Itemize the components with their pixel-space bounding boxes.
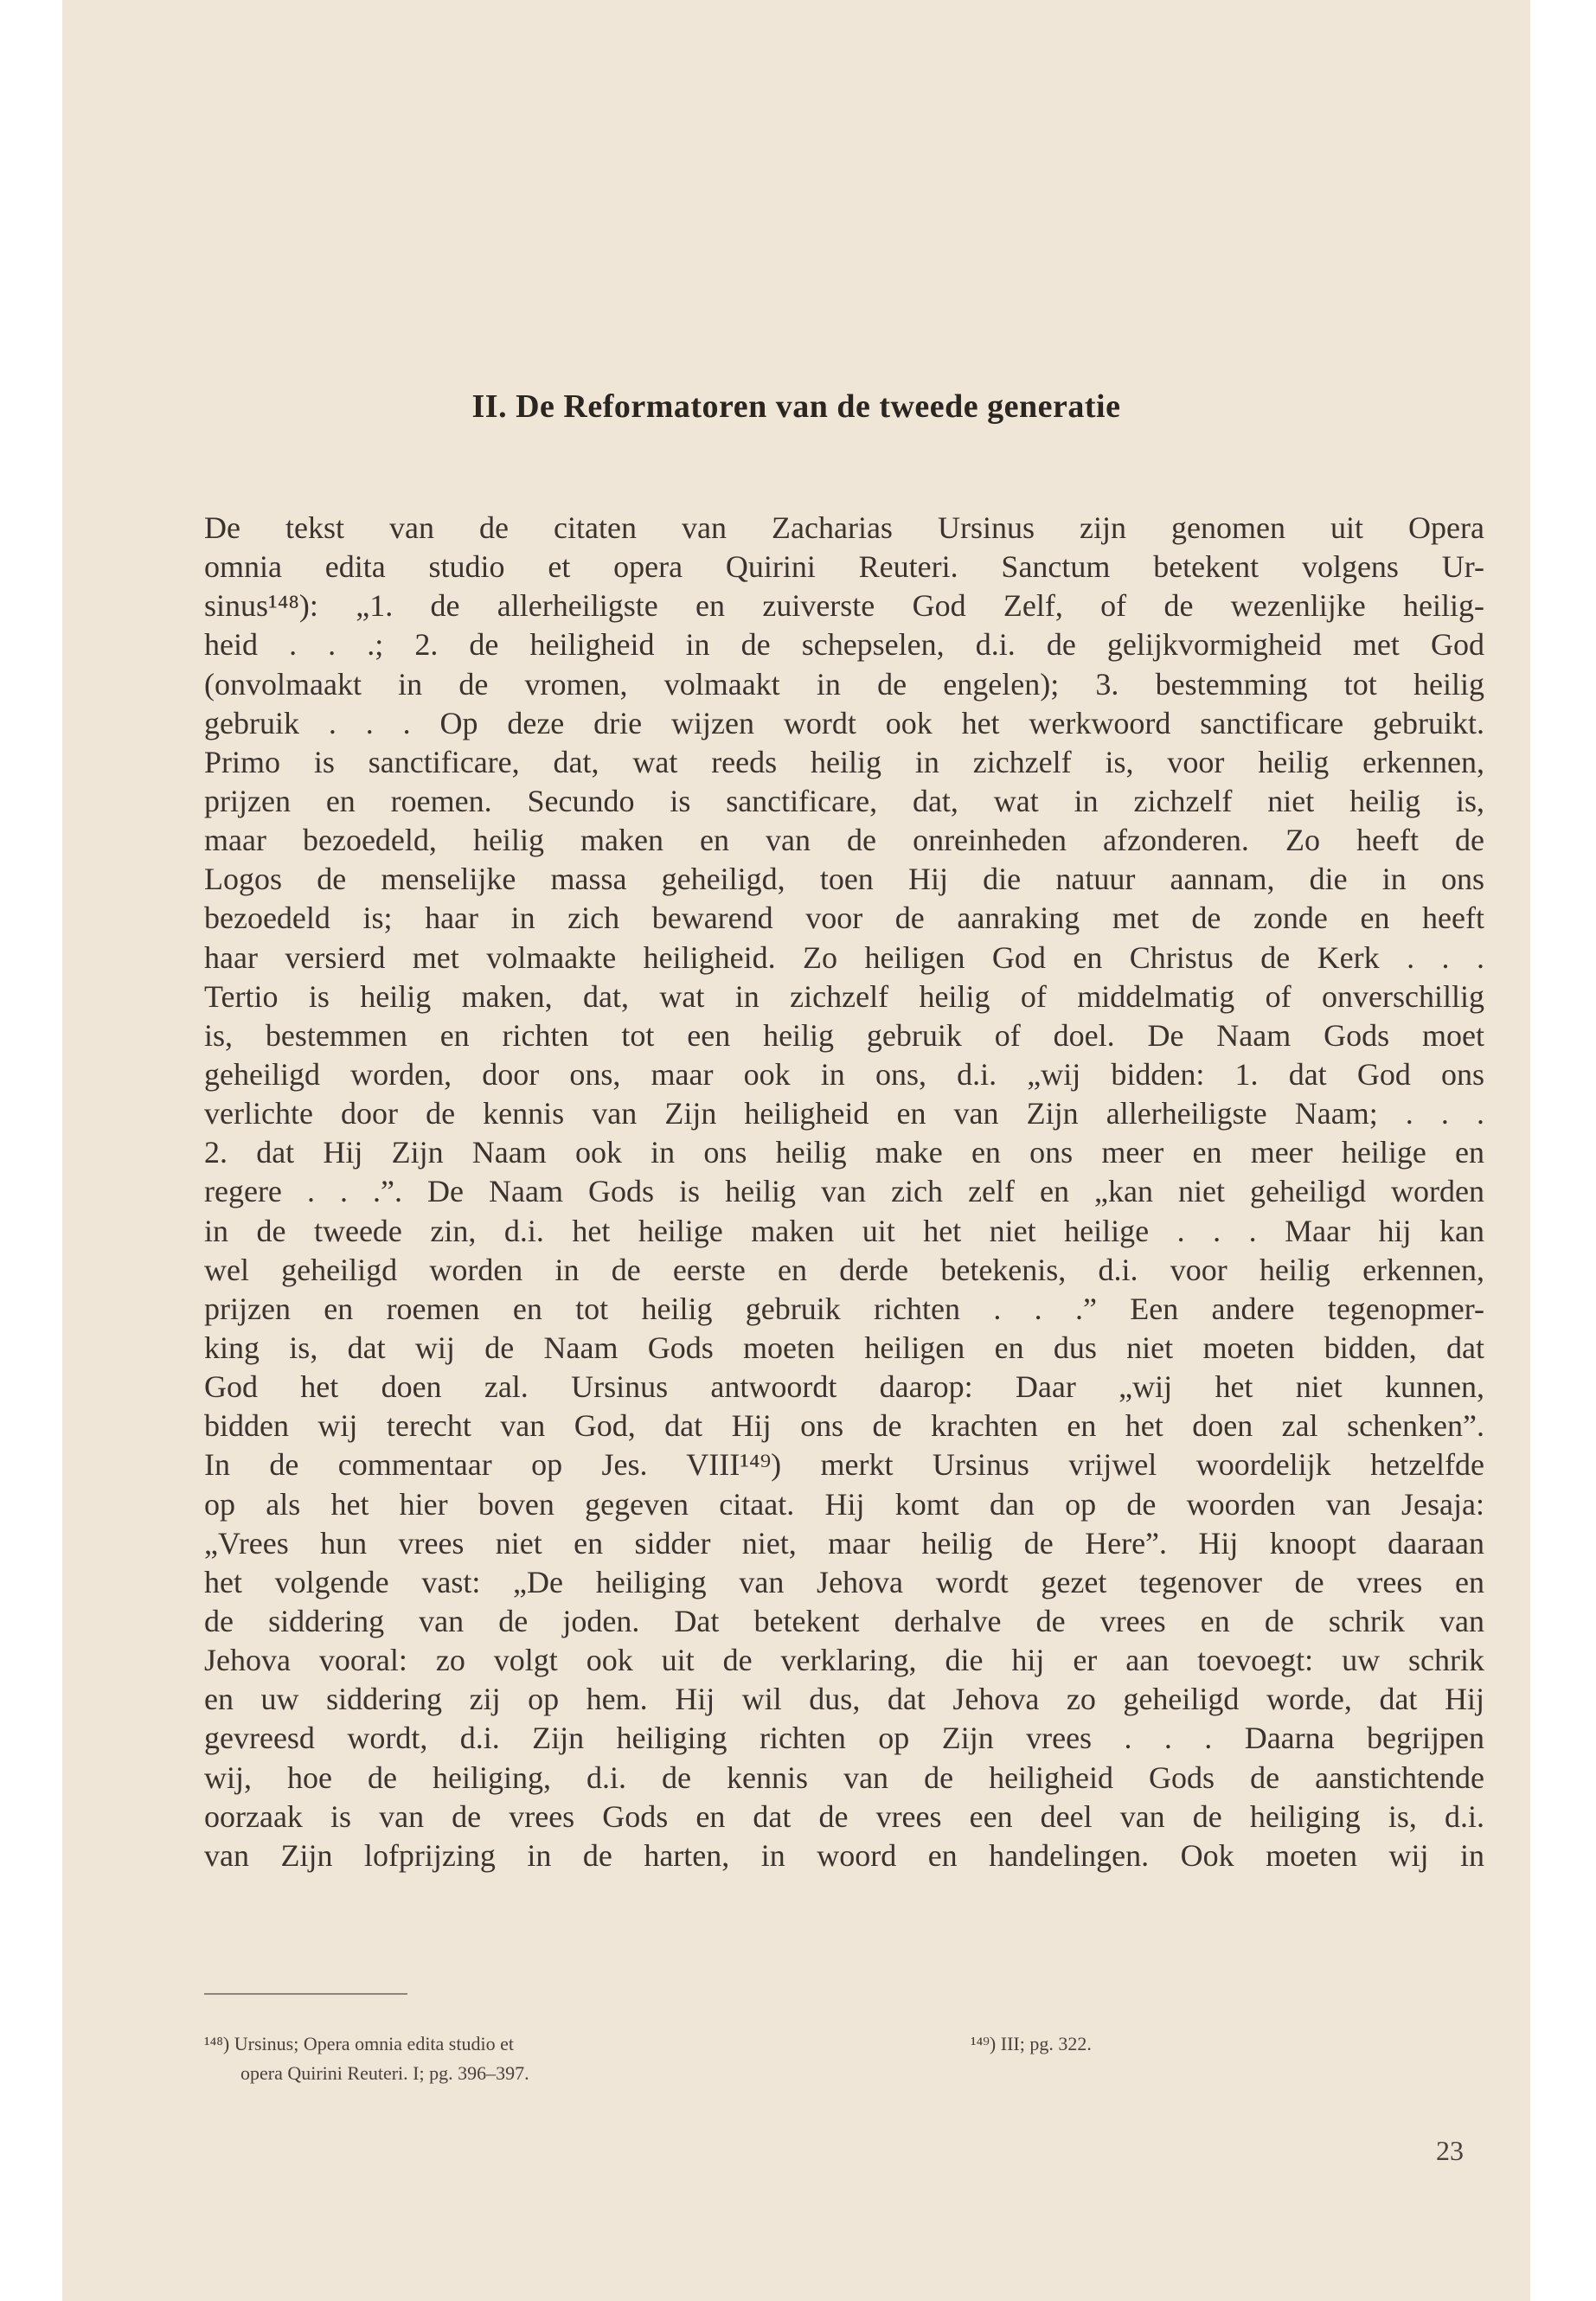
page-number: 23 xyxy=(1436,2135,1464,2166)
footnote-149: ¹⁴⁹) III; pg. 322. xyxy=(971,2033,1092,2054)
book-page xyxy=(62,0,1530,2301)
body-line: gevreesd wordt, d.i. Zijn heiliging richten op Zijn vrees . . . Daarna begrijpen xyxy=(204,1721,1484,1756)
body-line: 2. dat Hij Zijn Naam ook in ons heilig make en ons meer en meer heilige en xyxy=(204,1135,1484,1170)
body-line: bezoedeld is; haar in zich bewarend voor de aanraking met de zonde en heeft xyxy=(204,901,1484,936)
footnote-148 xyxy=(204,2029,827,2088)
body-line: God het doen zal. Ursinus antwoordt daarop: Daar „wij het niet kunnen, xyxy=(204,1369,1484,1405)
body-line: en uw siddering zij op hem. Hij wil dus, dat Jehova zo geheiligd worde, dat Hij xyxy=(204,1682,1484,1717)
body-line: op als het hier boven gegeven citaat. Hij komt dan op de woorden van Jesaja: xyxy=(204,1486,1484,1522)
body-line: De tekst van de citaten van Zacharias Ursinus zijn genomen uit Opera xyxy=(204,510,1484,545)
body-line: wel geheiligd worden in de eerste en derde betekenis, d.i. voor heilig erkennen, xyxy=(204,1252,1484,1287)
body-line: van Zijn lofprijzing in de harten, in woord en handelingen. Ook moeten wij in xyxy=(204,1837,1484,1873)
body-text xyxy=(204,509,1484,1875)
body-line: de siddering van de joden. Dat betekent derhalve de vrees en de schrik van xyxy=(204,1603,1484,1638)
body-line: oorzaak is van de vrees Gods en dat de vrees een deel van de heiliging is, d.i. xyxy=(204,1798,1484,1834)
chapter-heading: II. De Reformatoren van de tweede generatie xyxy=(471,388,1121,425)
body-line: het volgende vast: „De heiliging van Jehova wordt gezet tegenover de vrees en xyxy=(204,1564,1484,1599)
body-line: In de commentaar op Jes. VIII¹⁴⁹) merkt Ursinus vrijwel woordelijk hetzelfde xyxy=(204,1447,1484,1483)
footnote-148-line-2: opera Quirini Reuteri. I; pg. 396–397. xyxy=(240,2062,529,2084)
body-line: Primo is sanctificare, dat, wat reeds heilig in zichzelf is, voor heilig erkennen, xyxy=(204,744,1484,779)
body-line: is, bestemmen en richten tot een heilig gebruik of doel. De Naam Gods moet xyxy=(204,1017,1484,1053)
body-line: king is, dat wij de Naam Gods moeten heiligen en dus niet moeten bidden, dat xyxy=(204,1330,1484,1365)
body-line: geheiligd worden, door ons, maar ook in ons, d.i. „wij bidden: 1. dat God ons xyxy=(204,1056,1484,1092)
footnote-148-line-1: ¹⁴⁸) Ursinus; Opera omnia edita studio et xyxy=(204,2033,514,2054)
footnote-divider xyxy=(204,1993,407,1995)
body-line: prijzen en roemen. Secundo is sanctificare, dat, wat in zichzelf niet heilig is, xyxy=(204,783,1484,818)
body-line: (onvolmaakt in de vromen, volmaakt in de engelen); 3. bestemming tot heilig xyxy=(204,666,1484,702)
body-line: „Vrees hun vrees niet en sidder niet, maar heilig de Here”. Hij knoopt daaraan xyxy=(204,1525,1484,1561)
body-line: sinus¹⁴⁸): „1. de allerheiligste en zuiverste God Zelf, of de wezenlijke heilig- xyxy=(204,588,1484,624)
body-line: bidden wij terecht van God, dat Hij ons de krachten en het doen zal schenken”. xyxy=(204,1408,1484,1444)
body-line: maar bezoedeld, heilig maken en van de onreinheden afzonderen. Zo heeft de xyxy=(204,823,1484,858)
body-line: prijzen en roemen en tot heilig gebruik richten . . .” Een andere tegenopmer- xyxy=(204,1291,1484,1326)
body-line: verlichte door de kennis van Zijn heiligheid en van Zijn allerheiligste Naam; . . . xyxy=(204,1096,1484,1131)
body-line: regere . . .”. De Naam Gods is heilig van zich zelf en „kan niet geheiligd worden xyxy=(204,1174,1484,1209)
body-line: wij, hoe de heiliging, d.i. de kennis van de heiligheid Gods de aanstichtende xyxy=(204,1759,1484,1795)
body-line: haar versierd met volmaakte heiligheid. Zo heiligen God en Christus de Kerk . . . xyxy=(204,939,1484,975)
body-line: in de tweede zin, d.i. het heilige maken uit het niet heilige . . . Maar hij kan xyxy=(204,1213,1484,1248)
body-line: Jehova vooral: zo volgt ook uit de verklaring, die hij er aan toevoegt: uw schrik xyxy=(204,1643,1484,1678)
body-line: omnia edita studio et opera Quirini Reuteri. Sanctum betekent volgens Ur- xyxy=(204,549,1484,585)
body-line: Tertio is heilig maken, dat, wat in zichzelf heilig of middelmatig of onverschillig xyxy=(204,978,1484,1014)
body-line: Logos de menselijke massa geheiligd, toen Hij die natuur aannam, die in ons xyxy=(204,862,1484,897)
body-line: gebruik . . . Op deze drie wijzen wordt ook het werkwoord sanctificare gebruikt. xyxy=(204,705,1484,740)
body-line: heid . . .; 2. de heiligheid in de schepselen, d.i. de gelijkvormigheid met God xyxy=(204,627,1484,663)
